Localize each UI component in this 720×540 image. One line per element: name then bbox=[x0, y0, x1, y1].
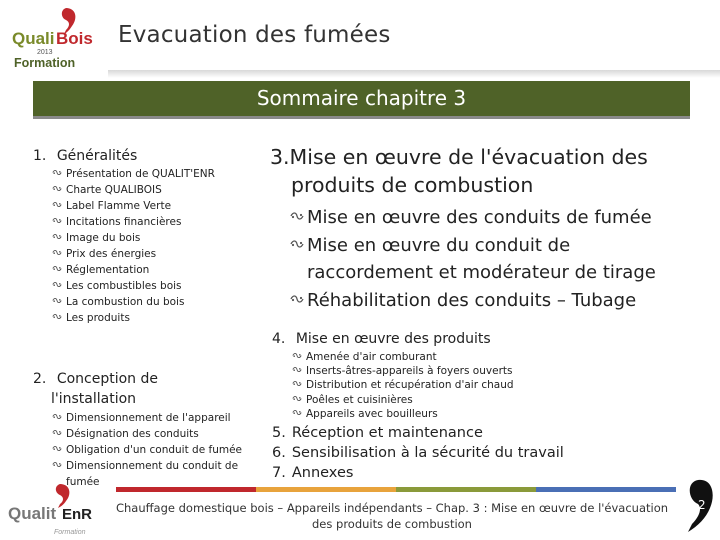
section-2-item-label: Dimensionnement de l'appareil bbox=[66, 412, 231, 424]
section-3-item-label: Mise en œuvre des conduits de fumée bbox=[307, 207, 652, 228]
section-2-title-line1: Conception de bbox=[56, 371, 158, 387]
section-2-item-label: Dimensionnement du conduit de bbox=[66, 460, 239, 472]
logo-tag: Formation bbox=[14, 56, 76, 70]
section-1-item-label: Label Flamme Verte bbox=[66, 200, 172, 212]
section-2-heading bbox=[33, 369, 158, 409]
chapter-banner bbox=[33, 81, 690, 119]
section-1-item-label: Prix des énergies bbox=[66, 248, 157, 260]
section-3-item-label: raccordement et modérateur de tirage bbox=[307, 262, 656, 283]
flourish-bullet-icon bbox=[52, 185, 62, 192]
flourish-bullet-icon bbox=[52, 429, 62, 436]
section-5-title: Réception et maintenance bbox=[291, 425, 483, 441]
footer-line2: des produits de combustion bbox=[312, 517, 472, 531]
flourish-bullet-icon bbox=[292, 352, 302, 359]
section-1-item-label: Présentation de QUALIT'ENR bbox=[66, 168, 215, 180]
section-1-item bbox=[52, 278, 182, 294]
section-2-item bbox=[52, 410, 231, 426]
qualibois-logo bbox=[6, 6, 102, 70]
flourish-bullet-icon bbox=[52, 461, 62, 468]
section-1-item bbox=[52, 246, 156, 262]
footer-caption bbox=[112, 500, 672, 532]
section-1-item bbox=[52, 214, 181, 230]
section-1-item-label: Les produits bbox=[66, 312, 130, 324]
section-3-title-line2: produits de combustion bbox=[291, 173, 534, 197]
flourish-bullet-icon bbox=[52, 265, 62, 272]
section-6-heading bbox=[272, 445, 564, 461]
flourish-bullet-icon bbox=[290, 239, 304, 249]
section-1-item-label: Incitations financières bbox=[66, 216, 182, 228]
section-1-item bbox=[52, 198, 171, 214]
section-2-item bbox=[52, 426, 199, 442]
section-1-number: 1. bbox=[33, 148, 47, 164]
section-6-number: 6. bbox=[272, 445, 286, 461]
logo-brand-left: Quali bbox=[12, 29, 55, 48]
section-1-item bbox=[52, 262, 149, 278]
logo-year: 2013 bbox=[37, 49, 53, 56]
flourish-bullet-icon bbox=[52, 281, 62, 288]
header-divider bbox=[108, 70, 720, 78]
flourish-bullet-icon bbox=[292, 366, 302, 373]
section-2-item-label: Désignation des conduits bbox=[66, 428, 199, 440]
section-3-item bbox=[290, 232, 570, 259]
banner-title: Sommaire chapitre 3 bbox=[256, 86, 467, 110]
section-4-item-label: Appareils avec bouilleurs bbox=[306, 407, 438, 420]
section-2-item-label: Obligation d'un conduit de fumée bbox=[66, 444, 243, 456]
flourish-bullet-icon bbox=[52, 233, 62, 240]
footer-comma-icon bbox=[56, 484, 70, 508]
flourish-bullet-icon bbox=[52, 445, 62, 452]
section-2-title-line2: l'installation bbox=[51, 391, 137, 407]
logo-brand-right: Bois bbox=[56, 29, 93, 48]
flourish-bullet-icon bbox=[292, 409, 302, 416]
section-2-item-label: fumée bbox=[66, 476, 100, 488]
section-3-item bbox=[307, 259, 656, 286]
section-1-item bbox=[52, 294, 184, 310]
section-3-item bbox=[290, 287, 636, 314]
flourish-bullet-icon bbox=[52, 201, 62, 208]
section-1-item bbox=[52, 166, 215, 182]
section-4-item-label: Inserts-âtres-appareils à foyers ouverts bbox=[306, 365, 513, 378]
section-1-title: Généralités bbox=[56, 148, 138, 164]
section-3-item bbox=[290, 204, 652, 231]
qualitenr-logo bbox=[6, 484, 102, 536]
section-4-heading bbox=[272, 331, 491, 347]
flourish-bullet-icon bbox=[292, 395, 302, 402]
flourish-bullet-icon bbox=[290, 211, 304, 221]
page-number: 2 bbox=[698, 498, 706, 512]
section-4-title: Mise en œuvre des produits bbox=[295, 331, 491, 347]
section-1-heading bbox=[33, 148, 137, 164]
section-2-item bbox=[52, 442, 242, 458]
section-7-heading bbox=[272, 465, 353, 481]
section-1-item-label: Les combustibles bois bbox=[66, 280, 182, 292]
section-1-item bbox=[52, 230, 140, 246]
section-1-item bbox=[52, 310, 130, 326]
section-3-title-line1: 3.Mise en œuvre de l'évacuation des bbox=[270, 145, 648, 169]
section-7-title: Annexes bbox=[291, 465, 354, 481]
section-2-number: 2. bbox=[33, 371, 47, 387]
section-6-title: Sensibilisation à la sécurité du travail bbox=[291, 445, 564, 461]
flourish-bullet-icon bbox=[52, 313, 62, 320]
section-1-item-label: Charte QUALIBOIS bbox=[66, 184, 162, 196]
footer-line1: Chauffage domestique bois – Appareils indépendants – Chap. 3 : Mise en œuvre de l'évacuation bbox=[115, 501, 669, 515]
page-title: Evacuation des fumées bbox=[118, 22, 391, 48]
section-3-heading bbox=[270, 143, 648, 199]
section-3-item-label: Réhabilitation des conduits – Tubage bbox=[307, 289, 637, 311]
section-2-item bbox=[52, 458, 238, 474]
flourish-bullet-icon bbox=[290, 294, 304, 304]
section-1-item-label: Image du bois bbox=[66, 232, 141, 244]
flourish-bullet-icon bbox=[52, 217, 62, 224]
footer-color-bar bbox=[116, 487, 676, 492]
section-1-item bbox=[52, 182, 162, 198]
section-5-number: 5. bbox=[272, 425, 286, 441]
section-5-heading bbox=[272, 425, 483, 441]
section-4-item-label: Distribution et récupération d'air chaud bbox=[306, 379, 514, 392]
footer-logo-brand-left: Qualit bbox=[8, 504, 57, 523]
section-1-item-label: Réglementation bbox=[66, 264, 150, 276]
footer-logo-tag: Formation bbox=[54, 529, 86, 536]
flourish-bullet-icon bbox=[52, 413, 62, 420]
flourish-bullet-icon bbox=[292, 380, 302, 387]
section-7-number: 7. bbox=[272, 465, 286, 481]
section-4-item-label: Amenée d'air comburant bbox=[306, 351, 437, 363]
footer-logo-brand-right: EnR bbox=[62, 506, 92, 523]
section-4-item bbox=[292, 406, 438, 422]
section-4-item-label: Poêles et cuisinières bbox=[306, 393, 413, 406]
flourish-bullet-icon bbox=[52, 297, 62, 304]
flourish-bullet-icon bbox=[52, 249, 62, 256]
section-1-item-label: La combustion du bois bbox=[66, 296, 185, 308]
flourish-bullet-icon bbox=[52, 169, 62, 176]
section-4-number: 4. bbox=[272, 331, 286, 347]
section-3-item-label: Mise en œuvre du conduit de bbox=[307, 234, 571, 256]
